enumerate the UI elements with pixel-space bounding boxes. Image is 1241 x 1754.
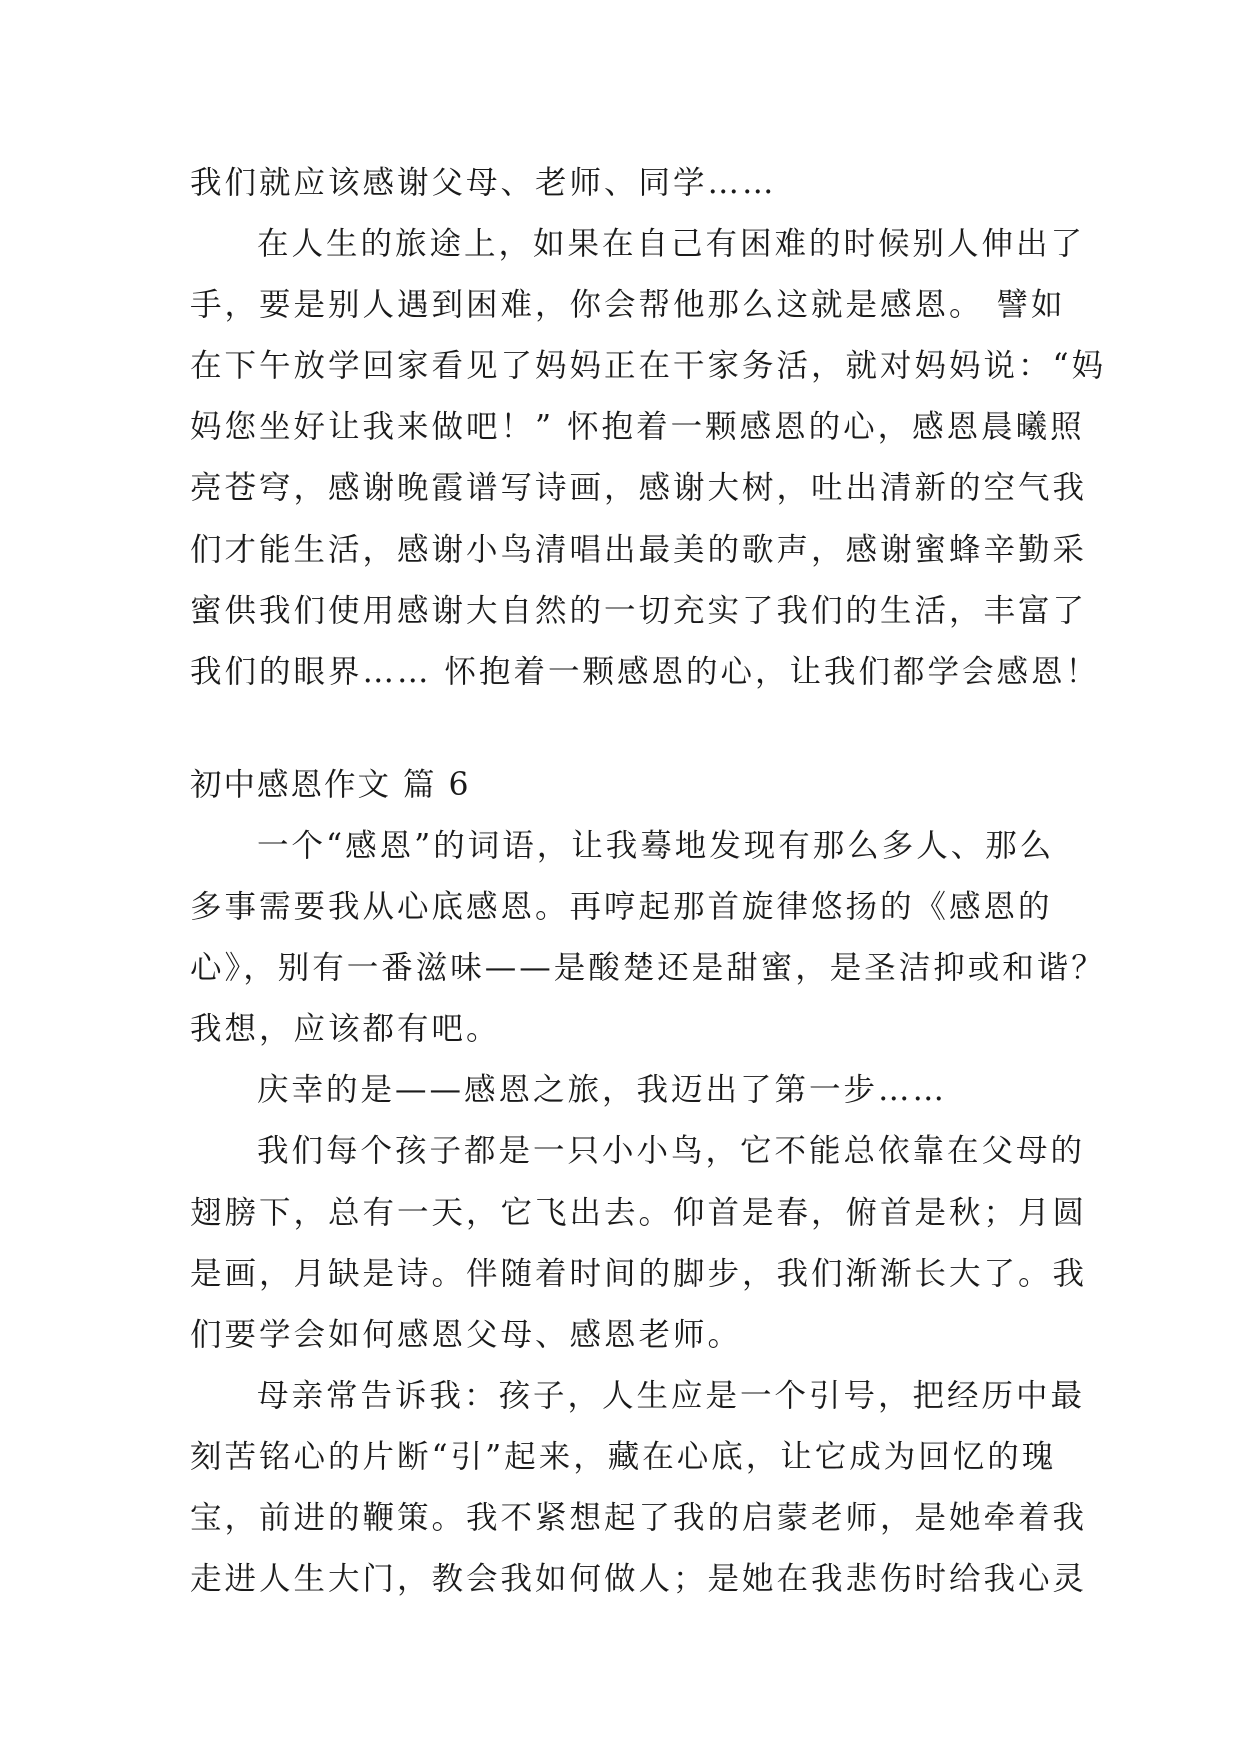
essay-section-previous (190, 153, 1107, 703)
paragraph-line: 我们的眼界…… 怀抱着一颗感恩的心，让我们都学会感恩！ (190, 653, 1101, 690)
paragraph-line: 刻苦铭心的片断“引”起来，藏在心底，让它成为回忆的瑰 (190, 1438, 1057, 1475)
paragraph-line: 多事需要我从心底感恩。再哼起那首旋律悠扬的《感恩的 (190, 889, 1053, 926)
paragraph-line: 妈您坐好让我来做吧！” 怀抱着一颗感恩的心，感恩晨曦照 (190, 409, 1085, 446)
section-title: 初中感恩作文 篇 6 (190, 766, 471, 803)
paragraph-line: 是画，月缺是诗。伴随着时间的脚步，我们渐渐长大了。我 (190, 1255, 1088, 1292)
paragraph-line: 在下午放学回家看见了妈妈正在干家务活，就对妈妈说：“妈 (190, 348, 1107, 385)
paragraph-line: 蜜供我们使用感谢大自然的一切充实了我们的生活，丰富了 (190, 592, 1088, 629)
paragraph-line: 翅膀下，总有一天，它飞出去。仰首是春，俯首是秋；月圆 (190, 1194, 1088, 1231)
paragraph-line: 在人生的旅途上，如果在自己有困难的时候别人伸出了 (257, 226, 1086, 263)
paragraph-line: 们要学会如何感恩父母、感恩老师。 (190, 1316, 743, 1353)
paragraph-line: 我们就应该感谢父母、老师、同学…… (190, 165, 777, 201)
essay-section-6 (190, 755, 1106, 1610)
document-body (190, 153, 1107, 1610)
paragraph-line: 宝，前进的鞭策。我不紧想起了我的启蒙老师，是她牵着我 (190, 1499, 1088, 1536)
paragraph-line: 走进人生大门，教会我如何做人；是她在我悲伤时给我心灵 (190, 1561, 1088, 1598)
paragraph-line: 一个“感恩”的词语，让我蓦地发现有那么多人、那么 (257, 827, 1055, 864)
paragraph-line: 我们每个孩子都是一只小小鸟，它不能总依靠在父母的 (257, 1133, 1086, 1170)
paragraph-line: 母亲常告诉我：孩子，人生应是一个引号，把经历中最 (257, 1377, 1086, 1414)
paragraph-line: 心》，别有一番滋味——是酸楚还是甜蜜，是圣洁抑或和谐？ (190, 950, 1106, 987)
paragraph-line: 庆幸的是——感恩之旅，我迈出了第一步…… (257, 1072, 948, 1109)
paragraph-line: 手，要是别人遇到困难，你会帮他那么这就是感恩。 譬如 (190, 287, 1066, 324)
paragraph-line: 我想，应该都有吧。 (190, 1011, 501, 1048)
paragraph-line: 亮苍穹，感谢晚霞谱写诗画，感谢大树，吐出清新的空气我 (190, 470, 1088, 507)
section-spacer (190, 703, 1070, 755)
paragraph-line: 们才能生活，感谢小鸟清唱出最美的歌声，感谢蜜蜂辛勤采 (190, 531, 1088, 568)
